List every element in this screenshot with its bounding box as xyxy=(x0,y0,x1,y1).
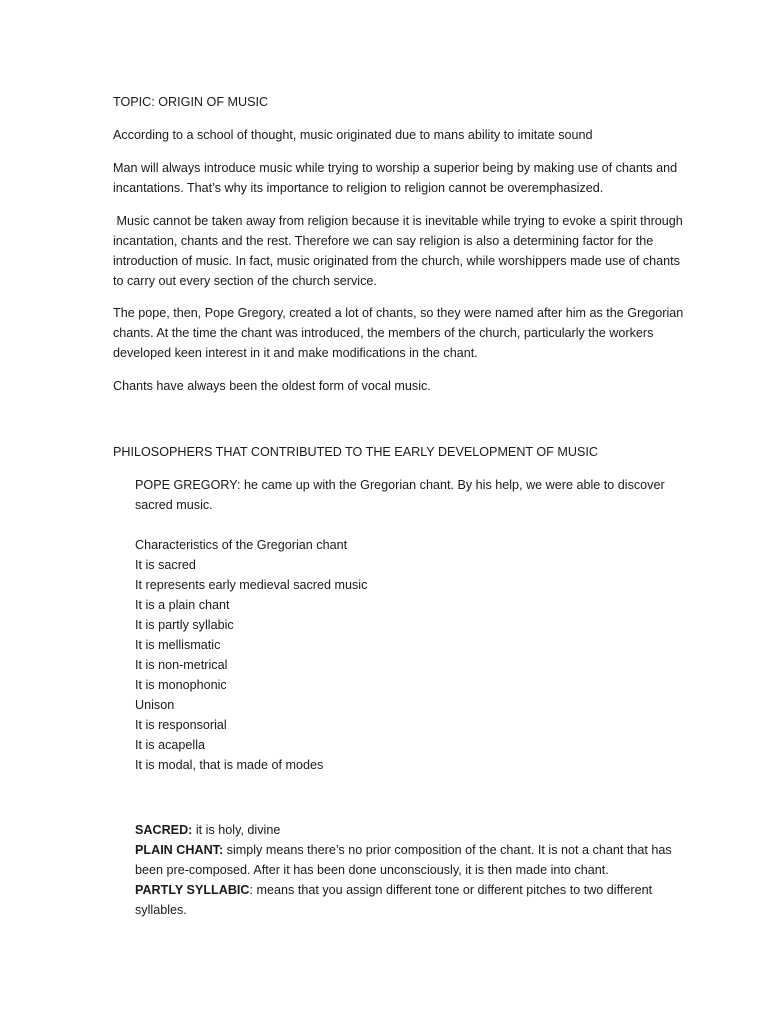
topic-heading: TOPIC: ORIGIN OF MUSIC xyxy=(113,95,269,109)
characteristic-item: It is partly syllabic xyxy=(135,618,234,632)
definitions-section xyxy=(135,820,685,920)
pope-gregory-paragraph: POPE GREGORY: he came up with the Gregorian chant. By his help, we were able to discover sacred music. xyxy=(135,478,665,512)
characteristic-item: It is a plain chant xyxy=(135,598,230,612)
definition-sacred xyxy=(135,820,685,840)
definition-plain-chant xyxy=(135,840,685,880)
definition-text: simply means there’s no prior composition of the chant. It is not a chant that has been pre-composed. After it has been done unconsciously, it is then made into chant. xyxy=(135,843,676,877)
characteristic-item: It is non-metrical xyxy=(135,658,228,672)
definition-text: : means that you assign different tone or different pitches to two different syllables. xyxy=(135,883,656,917)
definition-partly-syllabic xyxy=(135,880,685,920)
characteristic-item: It is modal, that is made of modes xyxy=(135,758,324,772)
characteristics-title: Characteristics of the Gregorian chant xyxy=(135,538,348,552)
characteristic-item: It is sacred xyxy=(135,558,196,572)
characteristic-item: Unison xyxy=(135,698,175,712)
characteristic-item: It is monophonic xyxy=(135,678,227,692)
definition-term: PLAIN CHANT: xyxy=(135,843,224,857)
definition-text: it is holy, divine xyxy=(192,823,281,837)
characteristic-item: It is acapella xyxy=(135,738,206,752)
paragraph-3: Music cannot be taken away from religion because it is inevitable while trying to evoke a spirit through incantation, chants and the rest. Therefore we can say religion is also a determining factor for the introduction of music. In fact, music originated from the church, while worshippers made use of chants to carry out every section of the church service. xyxy=(113,214,687,288)
characteristics-list xyxy=(135,535,685,775)
characteristic-item: It is responsorial xyxy=(135,718,227,732)
paragraph-2: Man will always introduce music while trying to worship a superior being by making use of chants and incantations. That’s why its importance to religion to religion cannot be overemphasized. xyxy=(113,161,678,195)
definition-term: SACRED: xyxy=(135,823,193,837)
characteristic-item: It represents early medieval sacred music xyxy=(135,578,368,592)
definition-term: PARTLY SYLLABIC xyxy=(135,883,250,897)
paragraph-5: Chants have always been the oldest form of vocal music. xyxy=(113,379,431,393)
philosophers-heading: PHILOSOPHERS THAT CONTRIBUTED TO THE EARLY DEVELOPMENT OF MUSIC xyxy=(113,445,598,459)
paragraph-4: The pope, then, Pope Gregory, created a lot of chants, so they were named after him as the Gregorian chants. At the time the chant was introduced, the members of the church, particularly the workers developed keen interest in it and make modifications in the chant. xyxy=(113,306,684,360)
characteristic-item: It is mellismatic xyxy=(135,638,221,652)
paragraph-1: According to a school of thought, music originated due to mans ability to imitate sound xyxy=(113,128,593,142)
